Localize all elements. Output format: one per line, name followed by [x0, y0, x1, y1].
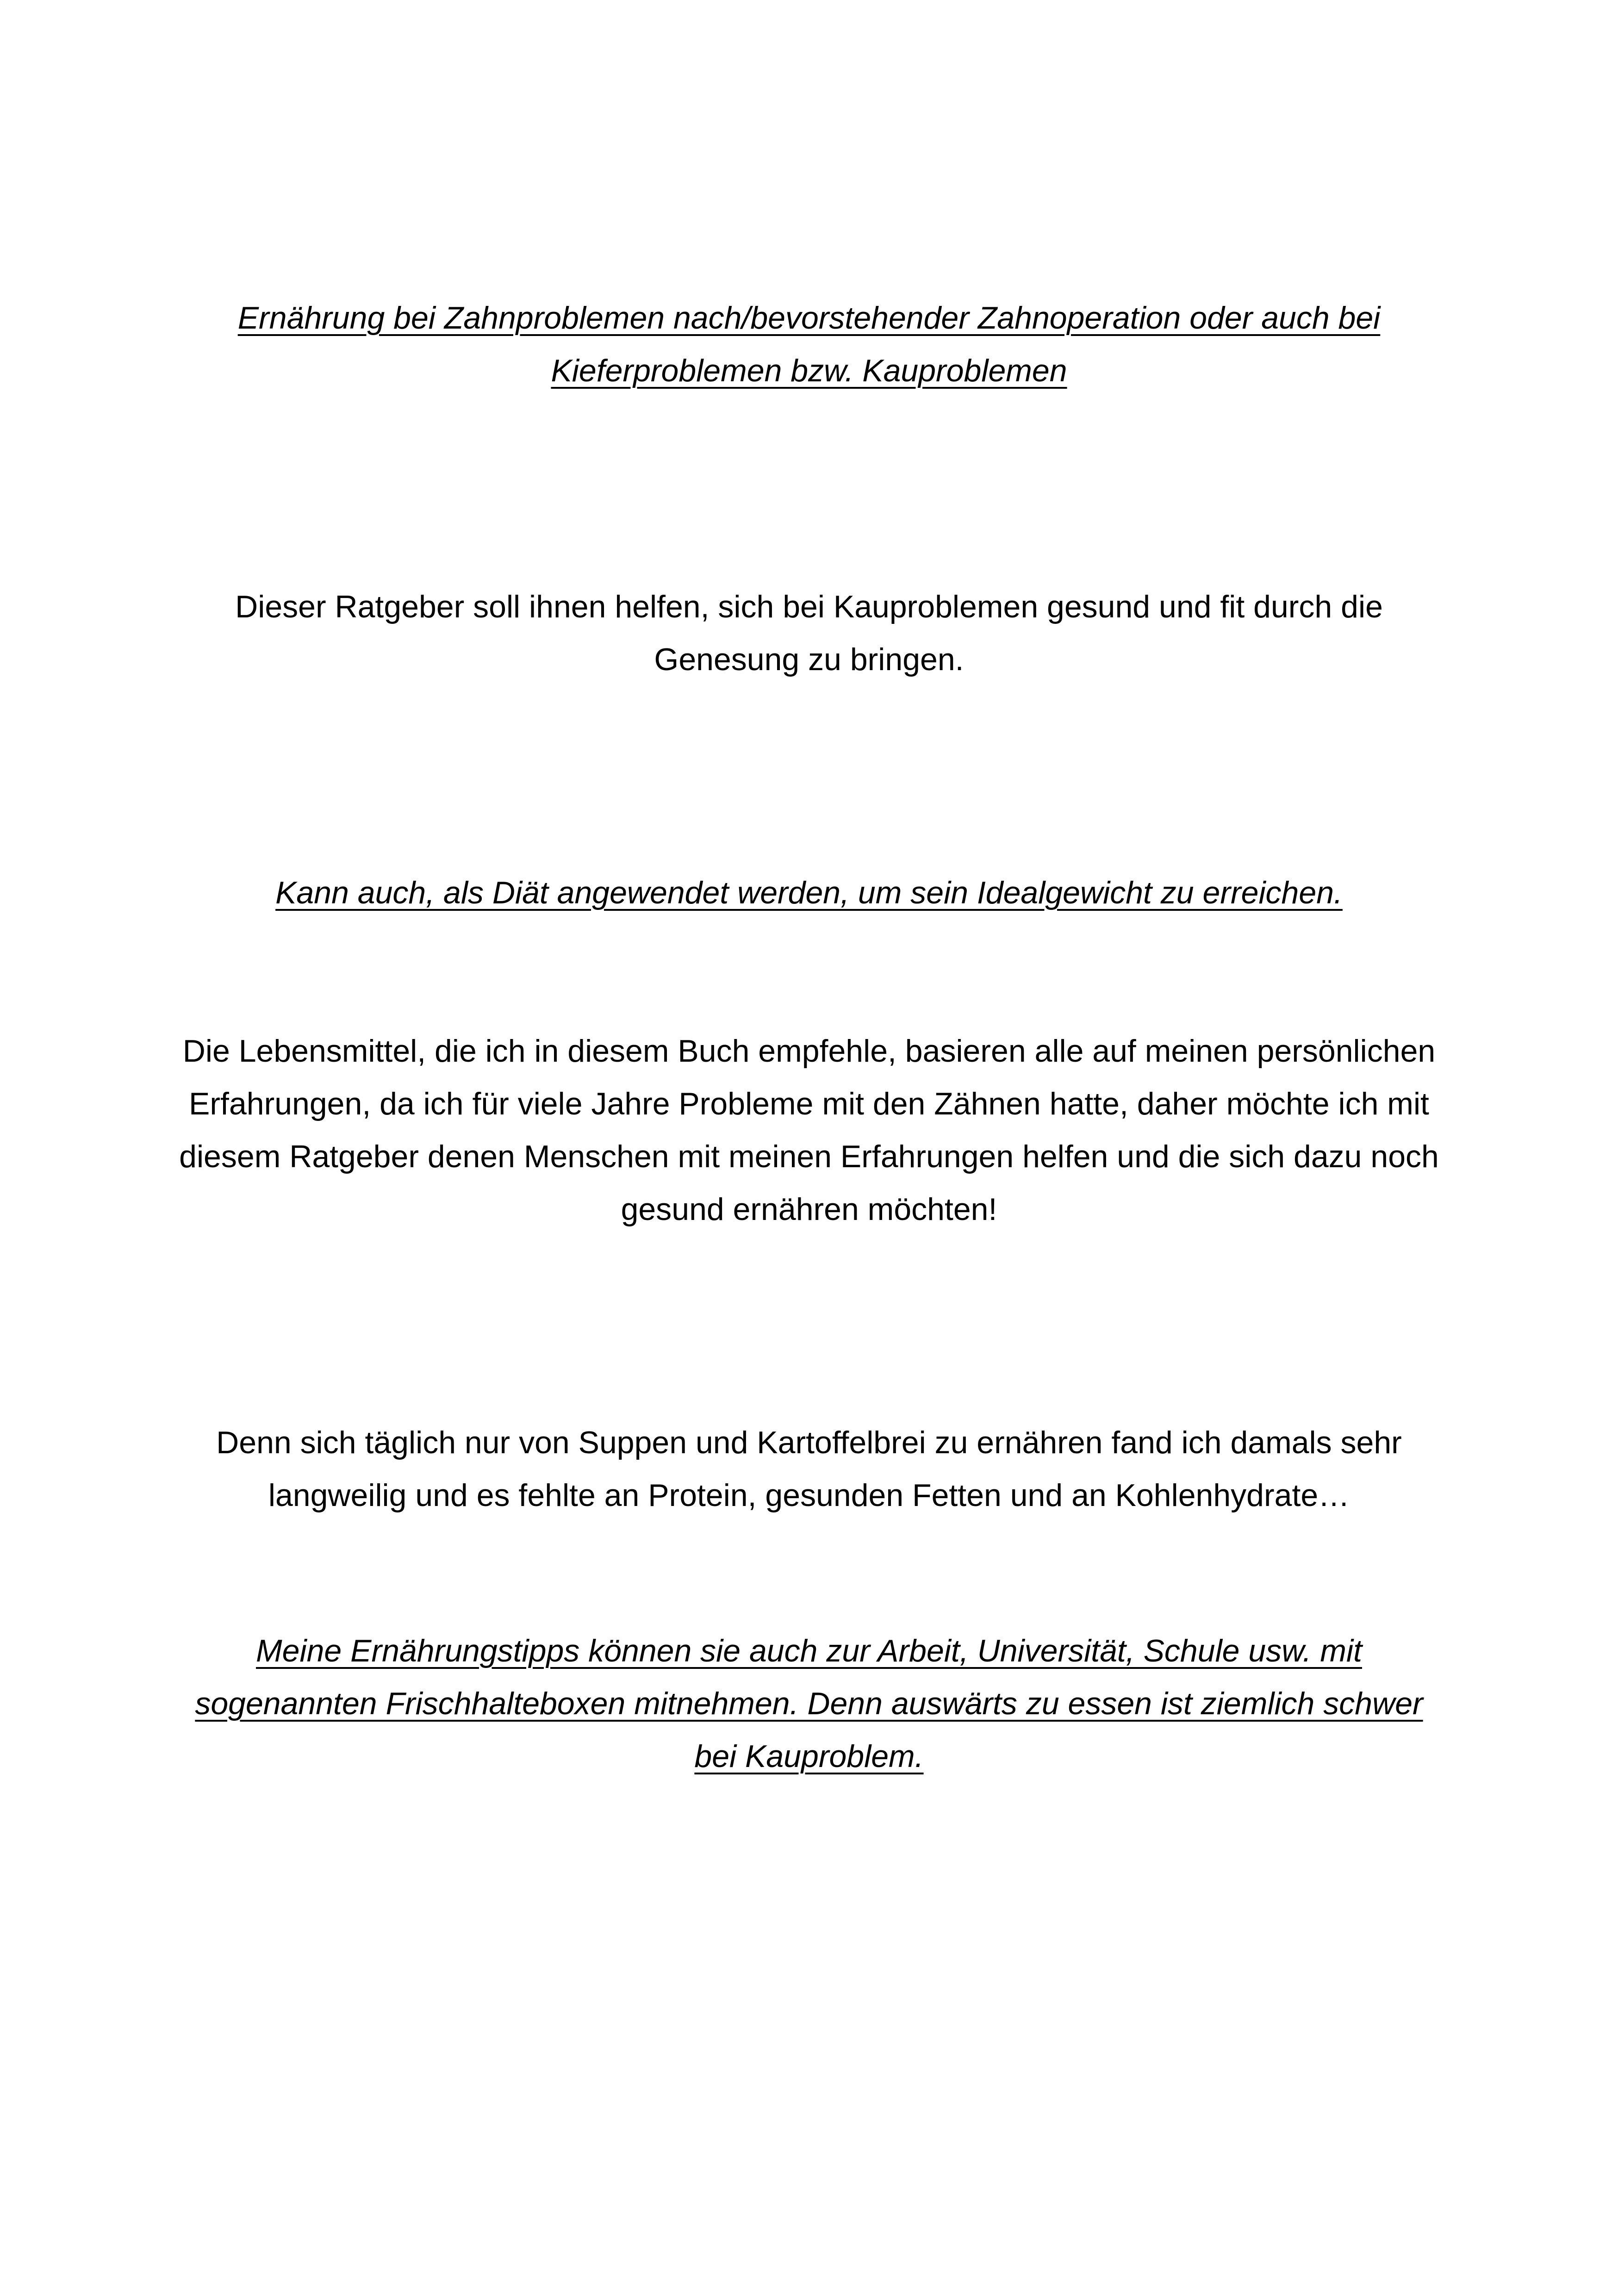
food-experience-paragraph: Die Lebensmittel, die ich in diesem Buch empfehle, basieren alle auf meinen persönlichen Erfahrungen, da ich für viele Jahre Probleme mit den Zähnen hatte, daher möchte ich mit diesem Ratgeber denen Menschen mit meinen Erfahrungen helfen und die sich dazu noch gesund ernähren möchten! — [179, 1033, 1439, 1227]
tips-paragraph: Meine Ernährungstipps können sie auch zur Arbeit, Universität, Schule usw. mit sogenannten Frischhalteboxen mitnehmen. Denn auswärts zu essen ist ziemlich schwer bei Kauproblem. — [195, 1633, 1423, 1774]
document-title: Ernährung bei Zahnproblemen nach/bevorstehender Zahnoperation oder auch bei Kieferproblemen bzw. Kauproblemen — [237, 300, 1381, 388]
diet-note: Kann auch, als Diät angewendet werden, um sein Idealgewicht zu erreichen. — [275, 875, 1343, 910]
soups-paragraph: Denn sich täglich nur von Suppen und Kartoffelbrei zu ernähren fand ich damals sehr langweilig und es fehlte an Protein, gesunden Fetten und an Kohlenhydrate… — [216, 1425, 1402, 1513]
intro-paragraph: Dieser Ratgeber soll ihnen helfen, sich bei Kauproblemen gesund und fit durch die Genesung zu bringen. — [235, 589, 1383, 677]
